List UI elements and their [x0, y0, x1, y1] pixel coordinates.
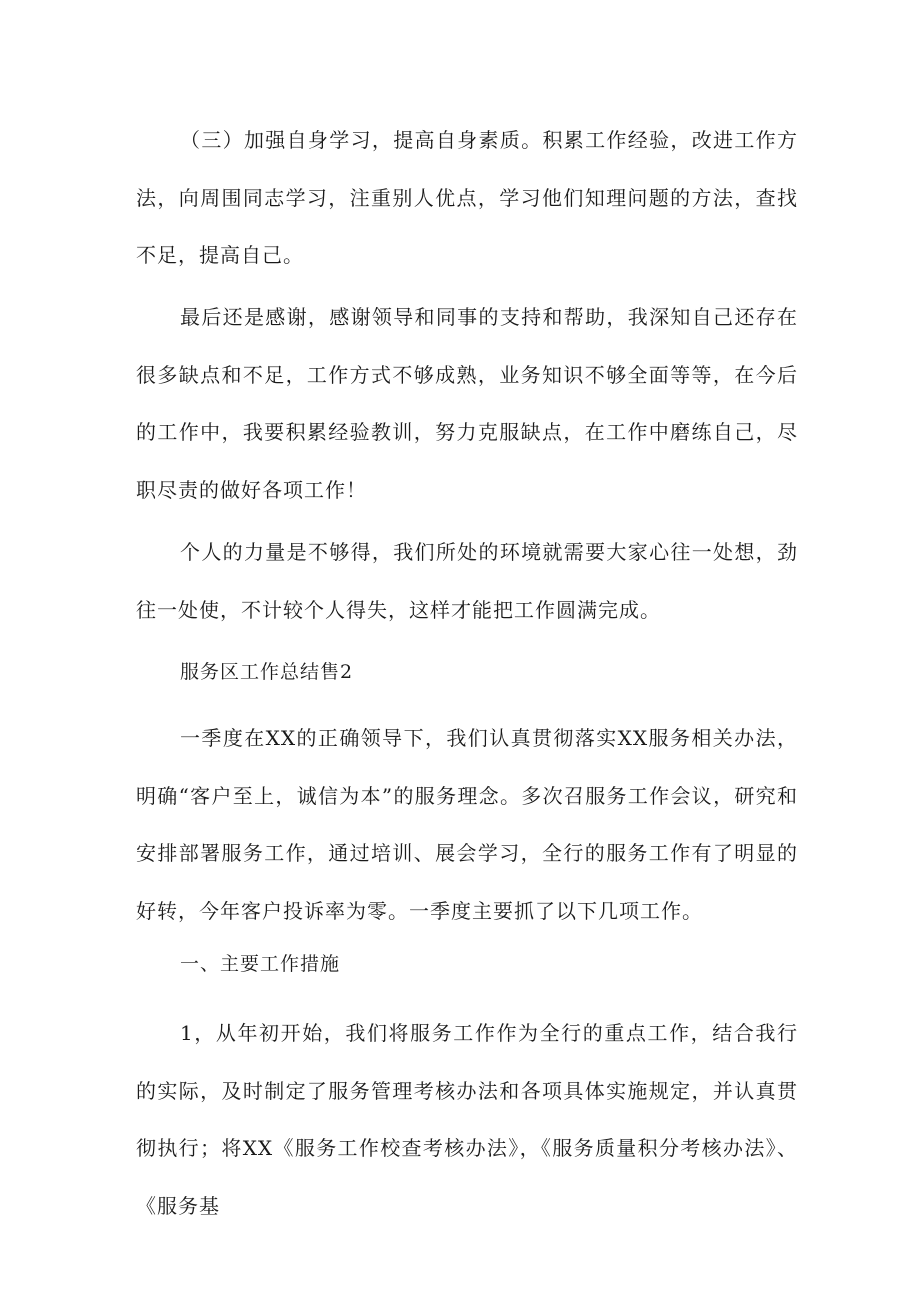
paragraph-thanks: 最后还是感谢，感谢领导和同事的支持和帮助，我深知自己还存在很多缺点和不足，工作方式不够成熟，业务知识不够全面等等，在今后的工作中，我要积累经验教训，努力克服缺点，在工作中磨练自己，尽职尽责的做好各项工作！ [136, 305, 798, 502]
paragraph-first-quarter: 一季度在XX的正确领导下，我们认真贯彻落实XX服务相关办法，明确“客户至上，诚信为本”的服务理念。多次召服务工作会议，研究和安排部署服务工作，通过培训、展会学习，全行的服务工作有了明显的好转，今年客户投诉率为零。一季度主要抓了以下几项工作。 [136, 726, 798, 923]
paragraph-measure-1: 1，从年初开始，我们将服务工作作为全行的重点工作，结合我行的实际，及时制定了服务管理考核办法和各项具体实施规定，并认真贯彻执行；将XX《服务工作校查考核办法》，《服务质量积分考核办法》、《服务基 [136, 1021, 798, 1218]
section-title: 服务区工作总结售2 [180, 661, 354, 683]
subheading-main-measures: 一、主要工作措施 [180, 953, 341, 975]
paragraph-teamwork: 个人的力量是不够得，我们所处的环境就需要大家心往一处想，劲往一处使，不计较个人得失，这样才能把工作圆满完成。 [136, 540, 798, 622]
paragraph-self-study: （三）加强自身学习，提高自身素质。积累工作经验，改进工作方法，向周围同志学习，注重别人优点，学习他们知理问题的方法，查找不足，提高自己。 [136, 128, 798, 267]
